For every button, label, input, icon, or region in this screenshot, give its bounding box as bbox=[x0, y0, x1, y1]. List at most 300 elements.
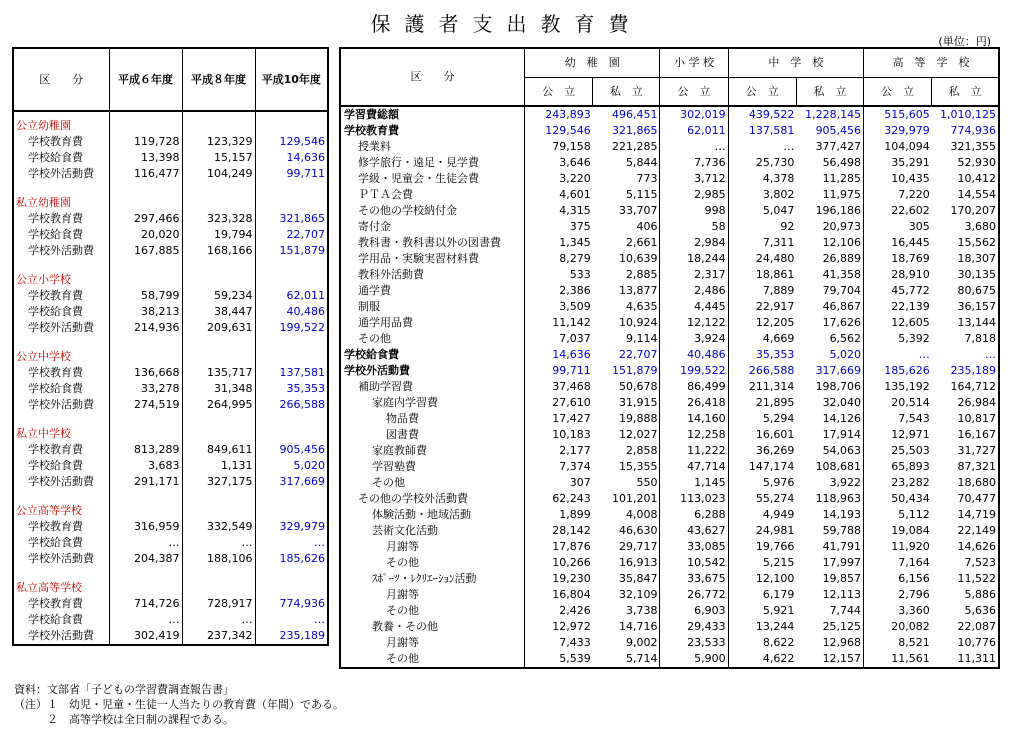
value-cell: 11,285 bbox=[822, 172, 862, 185]
row-label: 修学旅行・遠足・見学費 bbox=[358, 156, 479, 169]
value-cell: 12,971 bbox=[864, 427, 932, 443]
table-row bbox=[340, 427, 999, 443]
row-label: 学校外活動費 bbox=[344, 364, 410, 377]
value-cell: 515,605 bbox=[864, 106, 932, 123]
value-cell: 905,456 bbox=[815, 124, 862, 137]
row-label: 月謝等 bbox=[386, 540, 419, 553]
value-cell: 196,186 bbox=[815, 204, 862, 217]
value-cell: 70,477 bbox=[957, 492, 996, 505]
value-cell: 774,936 bbox=[255, 596, 328, 612]
value-cell: 20,020 bbox=[109, 227, 182, 243]
value-cell: 22,149 bbox=[957, 524, 996, 537]
value-cell: … bbox=[728, 139, 796, 155]
value-cell: 297,466 bbox=[109, 211, 182, 227]
value-cell: 2,661 bbox=[625, 236, 658, 249]
row-label: 学校教育費 bbox=[28, 289, 83, 302]
sub-header: 私 立 bbox=[593, 78, 660, 106]
row-label: 学校給食費 bbox=[28, 151, 83, 164]
value-cell: 774,936 bbox=[950, 124, 996, 137]
value-cell: 5,392 bbox=[864, 331, 932, 347]
value-cell: 7,164 bbox=[864, 555, 932, 571]
spacer-row bbox=[13, 490, 328, 503]
value-cell: 1,899 bbox=[525, 507, 593, 523]
notes bbox=[14, 682, 344, 727]
value-cell: 2,317 bbox=[660, 267, 728, 283]
value-cell: 151,879 bbox=[611, 364, 658, 377]
value-cell: 4,315 bbox=[525, 203, 593, 219]
value-cell: 5,112 bbox=[864, 507, 932, 523]
table-row bbox=[340, 187, 999, 203]
value-cell: 377,427 bbox=[815, 140, 862, 153]
value-cell: 317,669 bbox=[255, 474, 328, 490]
table-row bbox=[340, 459, 999, 475]
value-cell: 79,158 bbox=[525, 139, 593, 155]
value-cell: 101,201 bbox=[611, 492, 658, 505]
value-cell: 199,522 bbox=[255, 320, 328, 336]
value-cell: 11,222 bbox=[660, 443, 728, 459]
table-row bbox=[340, 507, 999, 523]
value-cell: 58 bbox=[660, 219, 728, 235]
value-cell: 14,126 bbox=[822, 412, 862, 425]
value-cell: … bbox=[985, 348, 996, 361]
group-row bbox=[13, 580, 328, 596]
value-cell: 92 bbox=[728, 219, 796, 235]
note-1: （注）１ 幼児・児童・生徒一人当たりの教育費（年間）である。 bbox=[14, 698, 344, 711]
table-row bbox=[13, 150, 328, 166]
value-cell: 168,166 bbox=[182, 243, 255, 259]
table-row bbox=[13, 612, 328, 628]
table-row bbox=[340, 555, 999, 571]
row-label: 月謝等 bbox=[386, 636, 419, 649]
table-row bbox=[340, 539, 999, 555]
value-cell: 41,358 bbox=[822, 268, 862, 281]
row-label: 学校外活動費 bbox=[28, 244, 94, 257]
value-cell: 266,588 bbox=[728, 363, 796, 379]
group-name: 公立中学校 bbox=[16, 350, 71, 363]
header-high-school: 高 等 学 校 bbox=[864, 48, 999, 78]
value-cell: … bbox=[255, 535, 328, 551]
value-cell: 264,995 bbox=[182, 397, 255, 413]
right-table bbox=[339, 47, 1000, 669]
value-cell: 714,726 bbox=[109, 596, 182, 612]
value-cell: 3,802 bbox=[728, 187, 796, 203]
note-2: ２ 高等学校は全日制の課程である。 bbox=[14, 713, 234, 726]
value-cell: 7,744 bbox=[829, 604, 862, 617]
table-row bbox=[340, 347, 999, 363]
value-cell: 22,087 bbox=[957, 620, 996, 633]
table-row bbox=[340, 315, 999, 331]
row-label: 通学用品費 bbox=[358, 316, 413, 329]
value-cell: 243,893 bbox=[525, 106, 593, 123]
value-cell: 4,445 bbox=[660, 299, 728, 315]
value-cell: 8,622 bbox=[728, 635, 796, 651]
value-cell: 5,714 bbox=[625, 652, 658, 665]
value-cell: 27,610 bbox=[525, 395, 593, 411]
value-cell: 204,387 bbox=[109, 551, 182, 567]
value-cell: 773 bbox=[636, 172, 658, 185]
row-label: 授業料 bbox=[358, 140, 391, 153]
value-cell: 321,865 bbox=[611, 124, 658, 137]
value-cell: 36,157 bbox=[957, 300, 996, 313]
value-cell: 4,008 bbox=[625, 508, 658, 521]
table-row bbox=[340, 106, 999, 123]
value-cell: 33,675 bbox=[660, 571, 728, 587]
value-cell: 58,799 bbox=[109, 288, 182, 304]
value-cell: 10,817 bbox=[957, 412, 996, 425]
value-cell: 116,477 bbox=[109, 166, 182, 182]
row-label: 学校外活動費 bbox=[28, 552, 94, 565]
spacer-row bbox=[13, 111, 328, 118]
value-cell: 23,533 bbox=[660, 635, 728, 651]
value-cell: 305 bbox=[864, 219, 932, 235]
value-cell: 3,220 bbox=[525, 171, 593, 187]
value-cell: 59,788 bbox=[822, 524, 862, 537]
value-cell: … bbox=[109, 535, 182, 551]
row-label: 学習塾費 bbox=[372, 460, 416, 473]
value-cell: 35,291 bbox=[864, 155, 932, 171]
value-cell: 10,435 bbox=[864, 171, 932, 187]
value-cell: 998 bbox=[660, 203, 728, 219]
table-row bbox=[340, 267, 999, 283]
value-cell: 728,917 bbox=[182, 596, 255, 612]
value-cell: 17,914 bbox=[822, 428, 862, 441]
value-cell: 4,669 bbox=[728, 331, 796, 347]
group-name: 私立中学校 bbox=[16, 427, 71, 440]
row-label: 学級・児童会・生徒会費 bbox=[358, 172, 479, 185]
value-cell: 14,719 bbox=[957, 508, 996, 521]
value-cell: 209,631 bbox=[182, 320, 255, 336]
table-row bbox=[13, 227, 328, 243]
value-cell: 12,100 bbox=[728, 571, 796, 587]
value-cell: 5,020 bbox=[255, 458, 328, 474]
row-label: 学校教育費 bbox=[28, 597, 83, 610]
value-cell: 35,847 bbox=[618, 572, 658, 585]
value-cell: 54,063 bbox=[822, 444, 862, 457]
value-cell: 62,243 bbox=[525, 491, 593, 507]
value-cell: 12,157 bbox=[822, 652, 862, 665]
row-label: 図書費 bbox=[386, 428, 419, 441]
row-label: その他 bbox=[386, 652, 419, 665]
value-cell: 40,486 bbox=[255, 304, 328, 320]
value-cell: 37,468 bbox=[525, 379, 593, 395]
value-cell: 32,109 bbox=[618, 588, 658, 601]
row-label: 物品費 bbox=[386, 412, 419, 425]
value-cell: 321,865 bbox=[255, 211, 328, 227]
value-cell: 18,861 bbox=[728, 267, 796, 283]
value-cell: 6,156 bbox=[864, 571, 932, 587]
group-name: 公立小学校 bbox=[16, 273, 71, 286]
value-cell: 7,433 bbox=[525, 635, 593, 651]
value-cell: 164,712 bbox=[950, 380, 996, 393]
value-cell: 123,329 bbox=[182, 134, 255, 150]
value-cell: 1,345 bbox=[525, 235, 593, 251]
value-cell: 10,542 bbox=[660, 555, 728, 571]
value-cell: 137,581 bbox=[728, 123, 796, 139]
row-label: 学校外活動費 bbox=[28, 167, 94, 180]
spacer-row bbox=[13, 567, 328, 580]
value-cell: 5,636 bbox=[964, 604, 996, 617]
row-label: 制服 bbox=[358, 300, 380, 313]
value-cell: 104,094 bbox=[864, 139, 932, 155]
spacer-row bbox=[13, 182, 328, 195]
value-cell: 16,601 bbox=[728, 427, 796, 443]
spacer-row bbox=[13, 336, 328, 349]
value-cell: 7,818 bbox=[964, 332, 996, 345]
value-cell: 14,636 bbox=[255, 150, 328, 166]
value-cell: 1,228,145 bbox=[805, 108, 862, 121]
value-cell: 12,027 bbox=[618, 428, 658, 441]
value-cell: 3,924 bbox=[660, 331, 728, 347]
row-label: 教科書・教科書以外の図書費 bbox=[358, 236, 501, 249]
table-row bbox=[340, 123, 999, 139]
value-cell: 13,877 bbox=[618, 284, 658, 297]
value-cell: 14,554 bbox=[957, 188, 996, 201]
value-cell: 147,174 bbox=[728, 459, 796, 475]
value-cell: 4,622 bbox=[728, 651, 796, 668]
value-cell: 302,419 bbox=[109, 628, 182, 645]
value-cell: 5,844 bbox=[625, 156, 658, 169]
value-cell: 22,139 bbox=[864, 299, 932, 315]
value-cell: 329,979 bbox=[864, 123, 932, 139]
value-cell: 8,279 bbox=[525, 251, 593, 267]
header-elementary: 小 学 校 bbox=[660, 48, 728, 78]
table-row bbox=[340, 571, 999, 587]
value-cell: 4,949 bbox=[728, 507, 796, 523]
value-cell: 18,307 bbox=[957, 252, 996, 265]
value-cell: 11,561 bbox=[864, 651, 932, 668]
table-row bbox=[340, 411, 999, 427]
value-cell: 237,342 bbox=[182, 628, 255, 645]
value-cell: 5,539 bbox=[525, 651, 593, 668]
table-row bbox=[340, 171, 999, 187]
table-row bbox=[340, 491, 999, 507]
row-label: 学校給食費 bbox=[28, 613, 83, 626]
value-cell: 15,157 bbox=[182, 150, 255, 166]
value-cell: 118,963 bbox=[815, 492, 862, 505]
group-row bbox=[13, 503, 328, 519]
value-cell: 170,207 bbox=[950, 204, 996, 217]
value-cell: 3,683 bbox=[109, 458, 182, 474]
value-cell: 7,037 bbox=[525, 331, 593, 347]
value-cell: 17,427 bbox=[525, 411, 593, 427]
row-label: 学校教育費 bbox=[28, 135, 83, 148]
value-cell: 3,712 bbox=[660, 171, 728, 187]
value-cell: 12,113 bbox=[822, 588, 862, 601]
value-cell: 20,082 bbox=[864, 619, 932, 635]
sub-header: 私 立 bbox=[796, 78, 863, 106]
value-cell: 6,903 bbox=[660, 603, 728, 619]
value-cell: 8,521 bbox=[864, 635, 932, 651]
row-label: 学校給食費 bbox=[28, 459, 83, 472]
table-row bbox=[340, 299, 999, 315]
value-cell: 6,288 bbox=[660, 507, 728, 523]
left-header-h6: 平成６年度 bbox=[109, 48, 182, 111]
value-cell: 22,707 bbox=[618, 348, 658, 361]
value-cell: 33,278 bbox=[109, 381, 182, 397]
value-cell: 439,522 bbox=[728, 106, 796, 123]
value-cell: 7,220 bbox=[864, 187, 932, 203]
row-label: 学用品・実験実習材料費 bbox=[358, 252, 479, 265]
value-cell: 185,626 bbox=[864, 363, 932, 379]
row-label: 学校給食費 bbox=[28, 536, 83, 549]
value-cell: 3,646 bbox=[525, 155, 593, 171]
value-cell: 19,857 bbox=[822, 572, 862, 585]
value-cell: 32,040 bbox=[822, 396, 862, 409]
value-cell: 24,981 bbox=[728, 523, 796, 539]
value-cell: 199,522 bbox=[660, 363, 728, 379]
table-row bbox=[340, 139, 999, 155]
value-cell: 167,885 bbox=[109, 243, 182, 259]
value-cell: 2,386 bbox=[525, 283, 593, 299]
value-cell: 188,106 bbox=[182, 551, 255, 567]
value-cell: 50,678 bbox=[618, 380, 658, 393]
value-cell: 4,601 bbox=[525, 187, 593, 203]
value-cell: 31,915 bbox=[618, 396, 658, 409]
value-cell: 28,910 bbox=[864, 267, 932, 283]
value-cell: 62,011 bbox=[255, 288, 328, 304]
group-row bbox=[13, 118, 328, 134]
value-cell: 406 bbox=[636, 220, 658, 233]
value-cell: 31,348 bbox=[182, 381, 255, 397]
value-cell: 22,602 bbox=[864, 203, 932, 219]
table-row bbox=[340, 619, 999, 635]
value-cell: 185,626 bbox=[255, 551, 328, 567]
value-cell: 104,249 bbox=[182, 166, 255, 182]
left-header-h8: 平成８年度 bbox=[182, 48, 255, 111]
value-cell: 38,213 bbox=[109, 304, 182, 320]
value-cell: 45,772 bbox=[864, 283, 932, 299]
value-cell: 50,434 bbox=[864, 491, 932, 507]
table-row bbox=[13, 442, 328, 458]
table-row bbox=[13, 134, 328, 150]
row-label: 学習費総額 bbox=[344, 108, 399, 121]
value-cell: 1,145 bbox=[660, 475, 728, 491]
left-header-h10: 平成10年度 bbox=[255, 48, 328, 111]
value-cell: 214,936 bbox=[109, 320, 182, 336]
value-cell: 14,636 bbox=[525, 347, 593, 363]
row-label: 補助学習費 bbox=[358, 380, 413, 393]
value-cell: 22,917 bbox=[728, 299, 796, 315]
value-cell: … bbox=[109, 612, 182, 628]
row-label: 学校教育費 bbox=[344, 124, 399, 137]
value-cell: 151,879 bbox=[255, 243, 328, 259]
table-row bbox=[340, 251, 999, 267]
value-cell: 14,626 bbox=[957, 540, 996, 553]
value-cell: 29,717 bbox=[618, 540, 658, 553]
table-row bbox=[13, 551, 328, 567]
value-cell: 317,669 bbox=[815, 364, 862, 377]
value-cell: 550 bbox=[636, 476, 658, 489]
table-row bbox=[340, 235, 999, 251]
table-row bbox=[13, 166, 328, 182]
left-table bbox=[12, 47, 329, 646]
row-label: 学校外活動費 bbox=[28, 475, 94, 488]
value-cell: 108,681 bbox=[815, 460, 862, 473]
value-cell: 135,717 bbox=[182, 365, 255, 381]
value-cell: 26,418 bbox=[660, 395, 728, 411]
value-cell: 40,486 bbox=[660, 347, 728, 363]
sub-header: 私 立 bbox=[932, 78, 999, 106]
value-cell: 26,889 bbox=[822, 252, 862, 265]
value-cell: 56,498 bbox=[822, 156, 862, 169]
value-cell: 59,234 bbox=[182, 288, 255, 304]
value-cell: 211,314 bbox=[728, 379, 796, 395]
value-cell: 3,360 bbox=[864, 603, 932, 619]
value-cell: 905,456 bbox=[255, 442, 328, 458]
note-source: 資料：文部省「子どもの学習費調査報告書」 bbox=[14, 683, 234, 696]
value-cell: 7,889 bbox=[728, 283, 796, 299]
value-cell: 38,447 bbox=[182, 304, 255, 320]
value-cell: … bbox=[255, 612, 328, 628]
value-cell: 18,680 bbox=[957, 476, 996, 489]
value-cell: 2,796 bbox=[864, 587, 932, 603]
row-label: 家庭教師費 bbox=[372, 444, 427, 457]
value-cell: 327,175 bbox=[182, 474, 255, 490]
table-row bbox=[13, 365, 328, 381]
value-cell: 5,976 bbox=[728, 475, 796, 491]
value-cell: 5,886 bbox=[964, 588, 996, 601]
value-cell: 137,581 bbox=[255, 365, 328, 381]
table-row bbox=[13, 397, 328, 413]
row-label: その他の学校外活動費 bbox=[358, 492, 468, 505]
table-row bbox=[340, 379, 999, 395]
value-cell: 2,985 bbox=[660, 187, 728, 203]
value-cell: 198,706 bbox=[815, 380, 862, 393]
value-cell: 5,115 bbox=[625, 188, 658, 201]
value-cell: 33,707 bbox=[618, 204, 658, 217]
value-cell: 813,289 bbox=[109, 442, 182, 458]
value-cell: 11,975 bbox=[822, 188, 862, 201]
value-cell: 25,730 bbox=[728, 155, 796, 171]
value-cell: 11,920 bbox=[864, 539, 932, 555]
value-cell: 10,924 bbox=[618, 316, 658, 329]
row-label: ｽﾎﾟｰﾂ・ﾚｸﾘｴｰｼｮﾝ活動 bbox=[372, 572, 477, 585]
value-cell: 14,193 bbox=[822, 508, 862, 521]
value-cell: 3,922 bbox=[829, 476, 862, 489]
table-row bbox=[13, 628, 328, 645]
value-cell: 22,707 bbox=[255, 227, 328, 243]
row-label: 学校教育費 bbox=[28, 366, 83, 379]
value-cell: 99,711 bbox=[525, 363, 593, 379]
value-cell: 235,189 bbox=[255, 628, 328, 645]
value-cell: 10,183 bbox=[525, 427, 593, 443]
row-label: 学校外活動費 bbox=[28, 398, 94, 411]
value-cell: 16,445 bbox=[864, 235, 932, 251]
table-row bbox=[13, 519, 328, 535]
value-cell: 36,269 bbox=[728, 443, 796, 459]
value-cell: 46,630 bbox=[618, 524, 658, 537]
value-cell: 5,020 bbox=[829, 348, 862, 361]
value-cell: 46,867 bbox=[822, 300, 862, 313]
row-label: 学校給食費 bbox=[28, 382, 83, 395]
row-label: 月謝等 bbox=[386, 588, 419, 601]
group-row bbox=[13, 195, 328, 211]
left-table-body bbox=[13, 111, 328, 645]
right-header-category: 区 分 bbox=[340, 48, 525, 106]
table-row bbox=[13, 535, 328, 551]
value-cell: 65,893 bbox=[864, 459, 932, 475]
sub-header: 公 立 bbox=[728, 78, 796, 106]
value-cell: 6,179 bbox=[728, 587, 796, 603]
value-cell: 47,714 bbox=[660, 459, 728, 475]
value-cell: 321,355 bbox=[950, 140, 996, 153]
row-label: 教科外活動費 bbox=[358, 268, 424, 281]
value-cell: 28,142 bbox=[525, 523, 593, 539]
value-cell: 18,769 bbox=[864, 251, 932, 267]
table-row bbox=[340, 651, 999, 668]
row-label: 体験活動・地域活動 bbox=[372, 508, 471, 521]
table-row bbox=[13, 211, 328, 227]
